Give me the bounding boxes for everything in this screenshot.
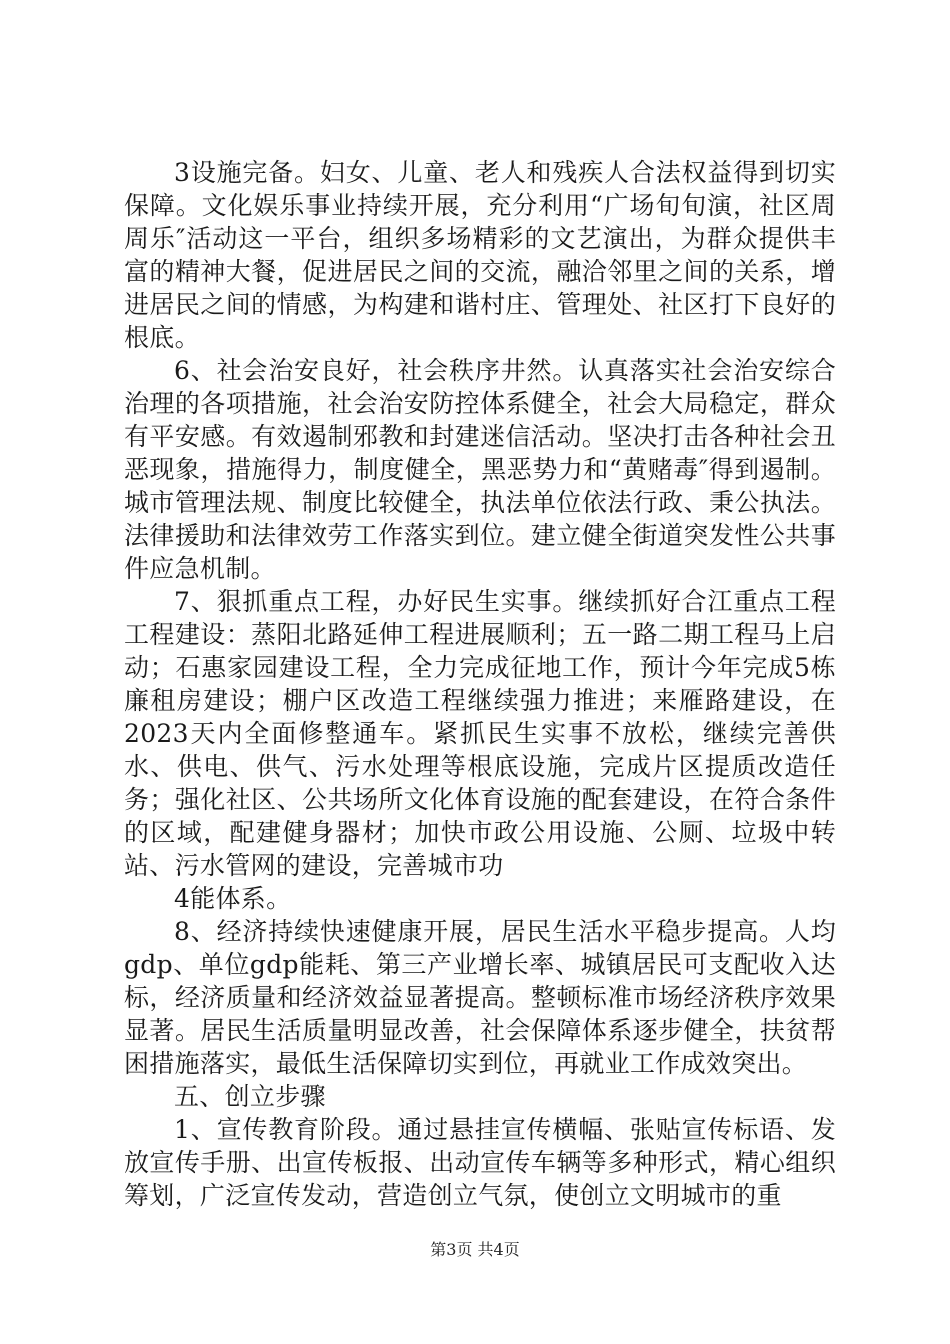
page-footer: 第3页 共4页 xyxy=(430,1240,520,1259)
paragraph-public-security: 6、社会治安良好，社会秩序井然。认真落实社会治安综合治理的各项措施，社会治安防控体系健全，社会大局稳定，群众有平安感。有效遏制邪教和封建迷信活动。坚决打击各种社会丑恶现象，措施得力，制度健全，黑恶势力和“黄赌毒″得到遏制。城市管理法规、制度比较健全，执法单位依法行政、秉公执法。法律援助和法律效劳工作落实到位。建立健全街道突发性公共事件应急机制。 xyxy=(124,356,836,583)
paragraph-function-system: 4能体系。 xyxy=(174,884,292,913)
paragraph-facilities: 3设施完备。妇女、儿童、老人和残疾人合法权益得到切实保障。文化娱乐事业持续开展，充分利用“广场旬旬演，社区周周乐″活动这一平台，组织多场精彩的文艺演出，为群众提供丰富的精神大餐，促进居民之间的交流，融洽邻里之间的关系，增进居民之间的情感，为构建和谐村庄、管理处、社区打下良好的根底。 xyxy=(124,158,836,352)
paragraph-publicity-stage: 1、宣传教育阶段。通过悬挂宣传横幅、张贴宣传标语、发放宣传手册、出宣传板报、出动宣传车辆等多种形式，精心组织筹划，广泛宣传发动，营造创立气氛，使创立文明城市的重 xyxy=(124,1115,836,1210)
paragraph-economy: 8、经济持续快速健康开展，居民生活水平稳步提高。人均gdp、单位gdp能耗、第三产业增长率、城镇居民可支配收入达标，经济质量和经济效益显著提高。整顿标准市场经济秩序效果显著。居民生活质量明显改善，社会保障体系逐步健全，扶贫帮困措施落实，最低生活保障切实到位，再就业工作成效突出。 xyxy=(124,917,836,1078)
body-text xyxy=(124,156,836,1212)
section-heading-steps: 五、创立步骤 xyxy=(174,1082,326,1111)
paragraph-key-projects: 7、狠抓重点工程，办好民生实事。继续抓好合江重点工程工程建设：蒸阳北路延伸工程进展顺利；五一路二期工程马上启动；石惠家园建设工程，全力完成征地工作，预计今年完成5栋廉租房建设；棚户区改造工程继续强力推进；来雁路建设，在2023天内全面修整通车。紧抓民生实事不放松，继续完善供水、供电、供气、污水处理等根底设施，完成片区提质改造任务；强化社区、公共场所文化体育设施的配套建设，在符合条件的区域，配建健身器材；加快市政公用设施、公厕、垃圾中转站、污水管网的建设，完善城市功 xyxy=(124,587,836,880)
